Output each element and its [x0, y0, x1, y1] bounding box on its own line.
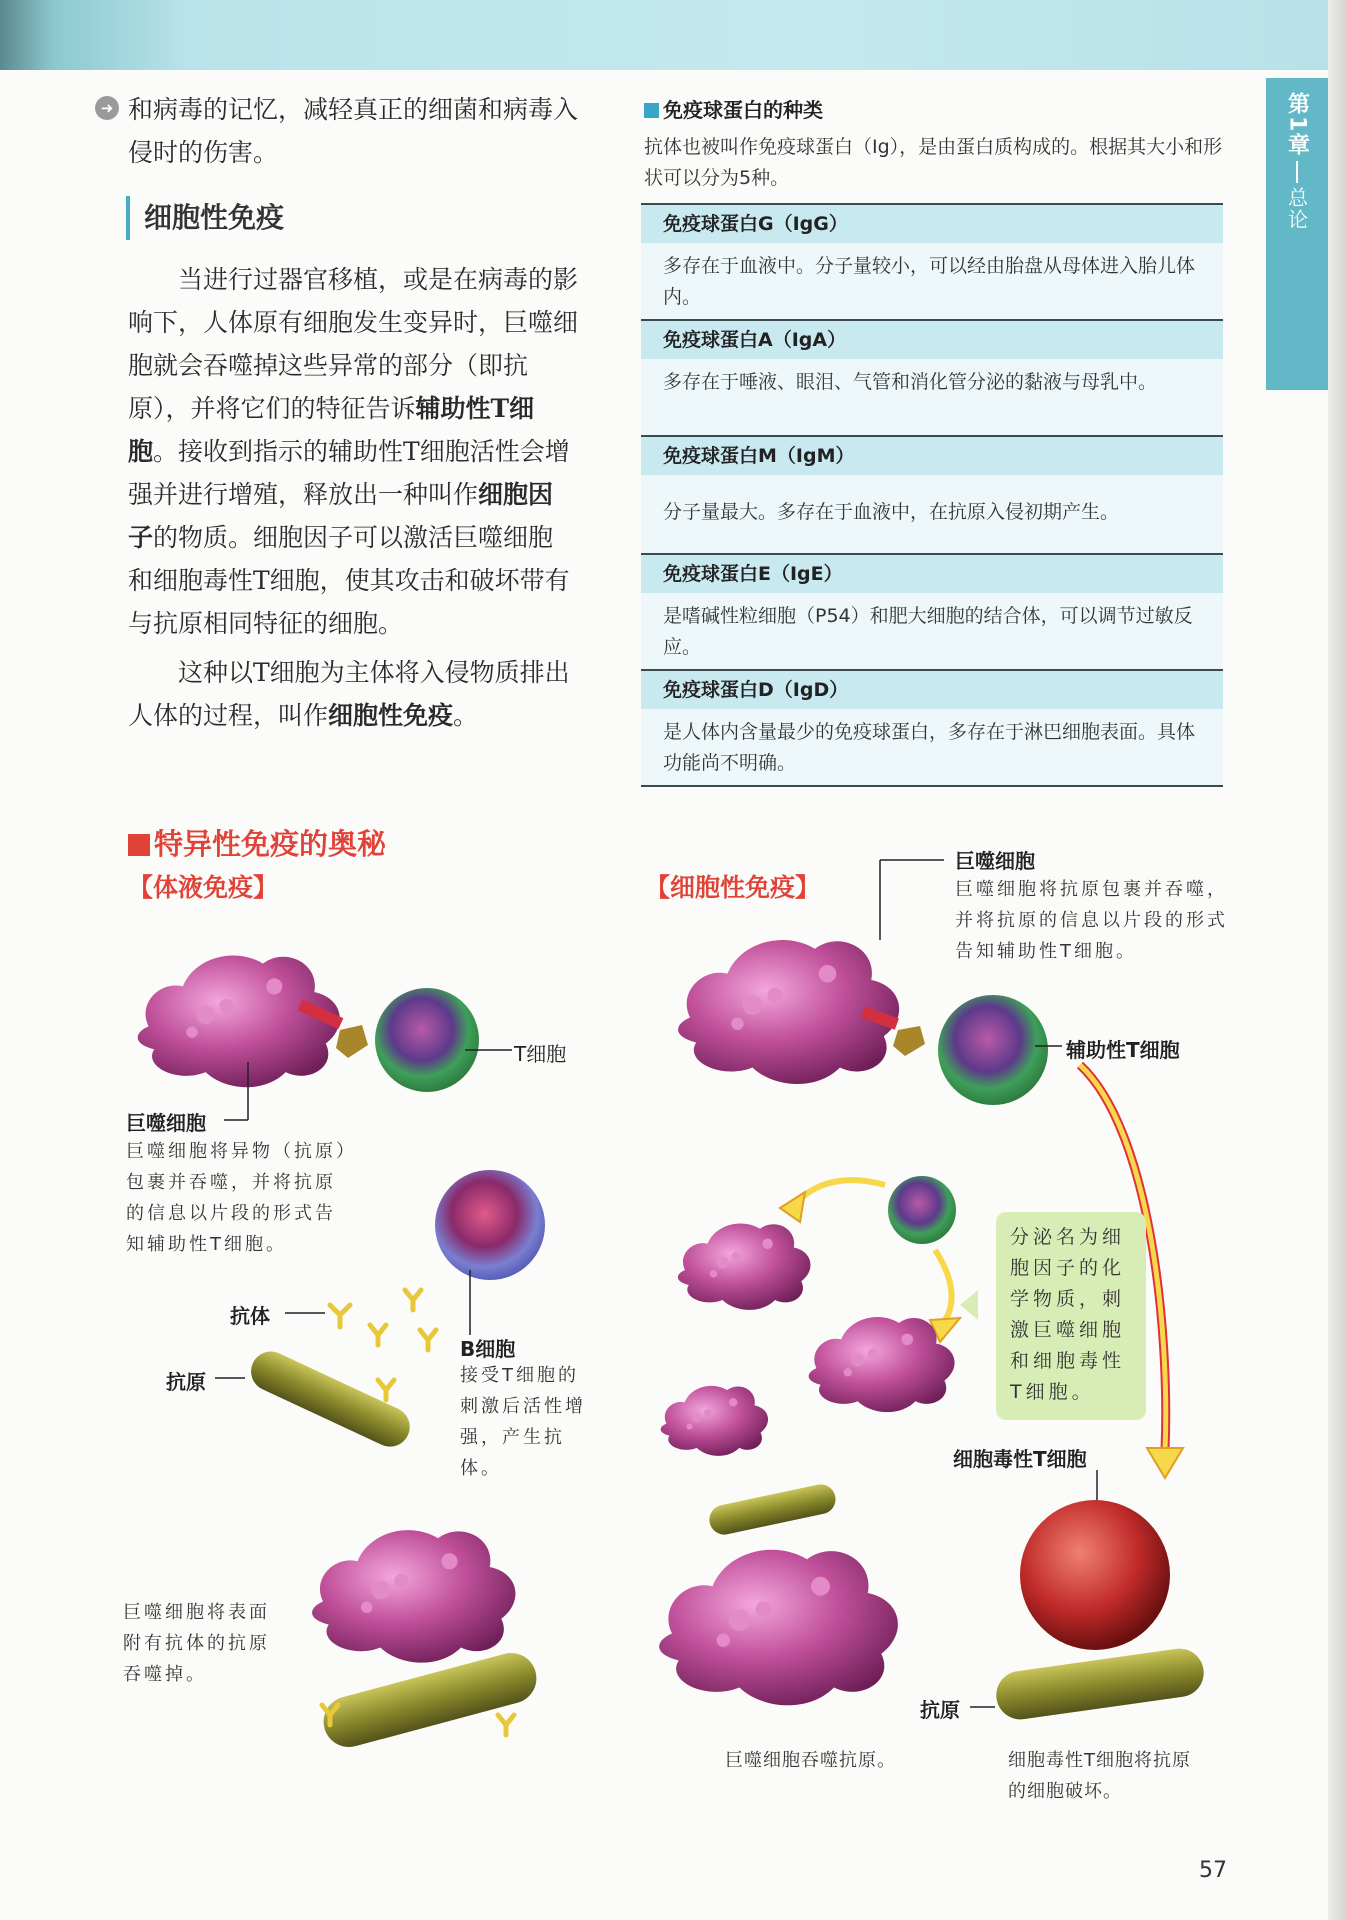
- ig-intro: 抗体也被叫作免疫球蛋白（Ig），是由蛋白质构成的。根据其大小和形状可以分为5种。: [644, 136, 1223, 189]
- helper-t-cell-icon: [938, 995, 1048, 1105]
- p2-bold-term: 细胞性免疫: [328, 701, 454, 730]
- chapter-number: 第1章: [1284, 92, 1310, 158]
- macrophage-desc-left: 巨噬细胞将异物（抗原）包裹并吞噬，并将抗原的信息以片段的形式告知辅助性T细胞。: [126, 1141, 348, 1255]
- t-cell-icon: [375, 988, 479, 1092]
- section-heading: 细胞性免疫: [126, 196, 284, 240]
- red-square-icon: [128, 834, 150, 856]
- b-cell-icon: [435, 1170, 545, 1280]
- page-number: 57: [1199, 1858, 1227, 1883]
- ig-row-name: 免疫球蛋白A（IgA）: [641, 319, 1223, 359]
- ig-row-desc: 是人体内含量最少的免疫球蛋白，多存在于淋巴细胞表面。具体功能尚不明确。: [641, 709, 1223, 785]
- chapter-title: 总论: [1284, 187, 1309, 232]
- p2-text-b: 。: [453, 701, 479, 730]
- cellular-heading: 【细胞性免疫】: [645, 873, 821, 902]
- label-antigen-right: 抗原: [920, 1698, 960, 1722]
- p1-bold-cytokine: 细胞因子: [128, 480, 554, 552]
- ig-row-name: 免疫球蛋白E（IgE）: [641, 553, 1223, 593]
- p2-text-a: 这种以T细胞为主体将入侵物质排出人体的过程，叫作: [128, 658, 570, 730]
- cytotoxic-desc: 细胞毒性T细胞将抗原的细胞破坏。: [1008, 1750, 1191, 1802]
- continuation-text: 和病毒的记忆，减轻真正的细菌和病毒入侵时的伤害。: [128, 95, 579, 167]
- phagocytosis-desc: 巨噬细胞将表面附有抗体的抗原吞噬掉。: [123, 1602, 270, 1685]
- ig-row-desc: 多存在于唾液、眼泪、气管和消化管分泌的黏液与母乳中。: [641, 359, 1223, 435]
- label-macrophage-left: 巨噬细胞: [126, 1111, 206, 1135]
- label-cytotoxic-t-cell: 细胞毒性T细胞: [953, 1447, 1087, 1471]
- b-cell-desc: 接受T细胞的刺激后活性增强，产生抗体。: [460, 1365, 586, 1479]
- label-macrophage-right: 巨噬细胞: [955, 849, 1035, 873]
- ig-row-desc: 是嗜碱性粒细胞（P54）和肥大细胞的结合体，可以调节过敏反应。: [641, 593, 1223, 669]
- ig-row-name: 免疫球蛋白D（IgD）: [641, 669, 1223, 709]
- ig-title-text: 免疫球蛋白的种类: [663, 98, 823, 122]
- label-b-cell: B细胞: [460, 1337, 516, 1361]
- p1-text-c: 的物质。细胞因子可以激活巨噬细胞和细胞毒性T细胞，使其攻击和破坏带有与抗原相同特征的细胞。: [128, 523, 570, 638]
- ig-row-desc: 多存在于血液中。分子量较小，可以经由胎盘从母体进入胎儿体内。: [641, 243, 1223, 319]
- label-antigen-left: 抗原: [166, 1370, 206, 1394]
- ig-row-desc: 分子量最大。多存在于血液中，在抗原入侵初期产生。: [641, 475, 1223, 553]
- diagram-title-text: 特异性免疫的奥秘: [154, 827, 387, 861]
- ig-row-name: 免疫球蛋白M（IgM）: [641, 435, 1223, 475]
- diagram-title: [128, 822, 386, 863]
- macrophage-eat-caption: 巨噬细胞吞噬抗原。: [725, 1750, 896, 1771]
- p1-text-b: 。接收到指示的辅助性T细胞活性会增强并进行增殖，释放出一种叫作: [128, 437, 570, 509]
- cytotoxic-t-cell-icon: [1020, 1500, 1170, 1650]
- macrophage-desc-right: 巨噬细胞将抗原包裹并吞噬，并将抗原的信息以片段的形式告知辅助性T细胞。: [955, 879, 1228, 962]
- label-t-cell: T细胞: [514, 1042, 567, 1066]
- label-helper-t-cell: 辅助性T细胞: [1066, 1038, 1180, 1062]
- ig-row-name: 免疫球蛋白G（IgG）: [641, 203, 1223, 243]
- continue-icon: ➜: [95, 96, 119, 120]
- label-antibody: 抗体: [230, 1304, 270, 1328]
- p1-text-a: 当进行过器官移植，或是在病毒的影响下，人体原有细胞发生变异时，巨噬细胞就会吞噬掉这些异常的部分（即抗原），并将它们的特征告诉: [128, 265, 579, 423]
- p1-bold-helper-t: 辅助性T细胞: [128, 394, 535, 466]
- humoral-heading: 【体液免疫】: [128, 873, 279, 902]
- cytokine-note: 分泌名为细胞因子的化学物质，刺激巨噬细胞和细胞毒性T细胞。: [996, 1212, 1146, 1420]
